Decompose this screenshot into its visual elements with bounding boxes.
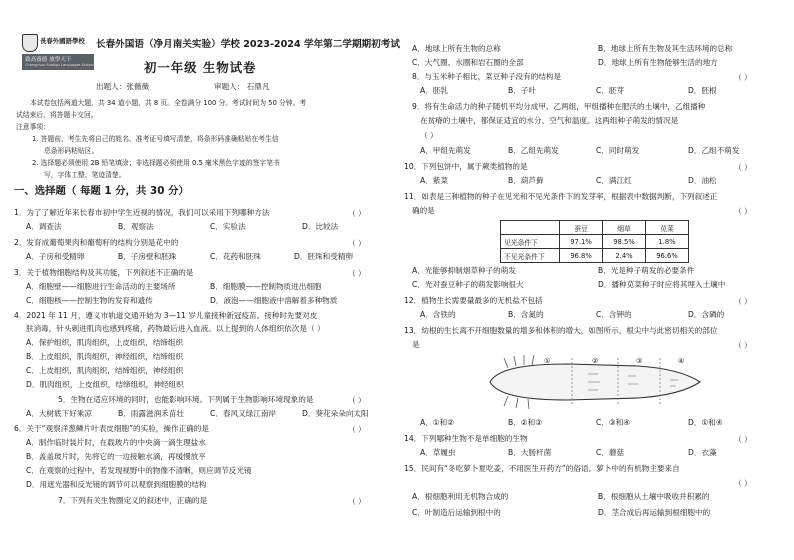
q1-option-c: C．实验法	[210, 222, 246, 231]
q12-option-b: B．含氮的	[508, 310, 544, 319]
q14-option-a: A．草履虫	[420, 448, 456, 457]
q6-option-d: D．用遮光器和反光镜的调节可以观察到细胞膜的结构	[26, 480, 207, 489]
q11-stem-2: 确的是	[412, 206, 435, 215]
q14-option-b: B．大肠杆菌	[508, 448, 552, 457]
note-2b: 写，字体工整、笔迹清楚。	[44, 171, 126, 179]
q3-stem: 3．关于植物细胞结构及其功能，下列叙述不正确的是	[14, 268, 194, 277]
q15-option-d: D．茎合成后再运输到根细胞中的	[598, 508, 711, 517]
school-logo-sub: Changchun Foreign Languages School	[25, 63, 94, 67]
root-zone-label-1: ①	[544, 357, 551, 365]
q14-answer-paren[interactable]: （ ）	[734, 435, 752, 444]
table-cell: 97.1%	[560, 235, 603, 249]
q7-answer-paren[interactable]: （ ）	[348, 497, 366, 506]
paper-title: 初一年级 生物试卷	[144, 60, 257, 75]
q15-answer-paren[interactable]: （ ）	[734, 479, 752, 488]
q15-option-c: C．叶制造后运输到根中的	[412, 508, 501, 517]
table-header-row	[501, 221, 689, 235]
q12-option-d: D．含磷的	[688, 310, 725, 319]
q11-answer-paren[interactable]: （ ）	[734, 207, 752, 216]
crest-icon	[22, 34, 38, 52]
q10-option-c: C．满江红	[596, 176, 632, 185]
q1-answer-paren[interactable]: （ ）	[348, 209, 366, 218]
q5-stem: 5．生物在适应环境的同时，也能影响环境。下列属于生物影响环境现象的是	[58, 395, 314, 404]
q13-option-c: C．③和④	[596, 418, 631, 427]
q1-stem: 1．为了了解近年来长春市初中学生近视的情况，我们可以采用下列哪种方法	[14, 208, 270, 217]
q8-option-b: B．子叶	[508, 86, 536, 95]
note-1a: 1. 答题前，考生先将自己的姓名、准考证号填写清楚，将条形码准确粘贴在考生信	[32, 135, 279, 143]
q9-option-d: D．乙组不萌发	[688, 146, 740, 155]
root-tip-figure	[488, 354, 708, 410]
logo-band	[22, 54, 94, 70]
q6-option-a: A．制作临时装片时，在载玻片的中央滴一滴生理盐水	[26, 438, 206, 447]
q3-option-d: D．液泡——细胞液中溶解着多种物质	[210, 296, 338, 305]
q7-option-c: C．大气圈、水圈和岩石圈的全部	[412, 58, 524, 67]
q2-answer-paren[interactable]: （ ）	[348, 239, 366, 248]
q2-option-a: A．子房和受精卵	[26, 252, 85, 261]
q1-option-a: A．调查法	[26, 222, 62, 231]
q11-option-b: B．光是种子萌发的必要条件	[598, 266, 695, 275]
school-logo-motto: 致高養德 放學天下	[25, 57, 72, 63]
q5-option-a: A．大树底下好乘凉	[26, 409, 92, 418]
q15-option-a: A．根细胞利用无机物合成的	[412, 492, 509, 501]
q12-option-a: A．含铁的	[420, 310, 456, 319]
section-title: 一、选择题（ 每题 1 分，共 30 分）	[14, 185, 189, 197]
q8-stem: 8．与玉米种子相比，菜豆种子没有的结构是	[412, 72, 562, 81]
q9-option-c: C．同时萌发	[596, 146, 640, 155]
q4-option-b: B．上皮组织，肌肉组织，神经组织，结缔组织	[26, 352, 184, 361]
q7-option-d: D．地球上所有生物能够生活的地方	[598, 58, 718, 67]
q9-stem-1: 9．将有生命活力的种子随机平均分成甲、乙两组，甲组播种在肥沃的土壤中，乙组播种	[412, 102, 706, 111]
q4-option-c: C．上皮组织，肌肉组织，结缔组织，神经组织	[26, 366, 184, 375]
q13-answer-paren[interactable]: （ ）	[734, 341, 752, 350]
q13-option-d: D．①和④	[688, 418, 723, 427]
root-zone-label-2: ②	[592, 357, 599, 365]
exam-title: 长春外国语（净月南关实验）学校 2023-2024 学年第二学期期初考试	[96, 39, 400, 50]
table-cell: 96.8%	[560, 249, 603, 263]
q9-option-b: B．乙组先萌发	[508, 146, 559, 155]
q11-option-d: D．播种苋菜种子时应将其埋入土壤中	[598, 280, 726, 289]
q11-stem-1: 11．如表是三种植物的种子在见光和不见光条件下的发芽率，根据表中数据判断，下列叙述正	[404, 192, 718, 201]
q12-stem: 12．植物生长需要量最多的无机盐不包括	[404, 296, 543, 305]
q3-option-c: C．细胞核——控制生物的发育和遗传	[26, 296, 153, 305]
table-cell: 见光条件下	[501, 235, 560, 249]
q4-option-d: D．肌肉组织，上皮组织，结缔组织，神经组织	[26, 380, 184, 389]
table-header-cell: 烟草	[603, 221, 646, 235]
q5-option-b: B．雨露滋润禾苗壮	[118, 409, 184, 418]
q1-option-b: B．观察法	[118, 222, 154, 231]
table-header-cell	[501, 221, 560, 235]
root-zone-label-4: ④	[678, 357, 685, 365]
q7-option-a: A．地球上所有生物的总称	[412, 44, 501, 53]
q3-answer-paren[interactable]: （ ）	[348, 269, 366, 278]
table-cell: 不见光条件下	[501, 249, 560, 263]
q9-option-a: A．甲组先萌发	[420, 146, 471, 155]
intro-line-2: 试结束后，将答题卡交回。	[16, 111, 98, 119]
table-header-cell: 蚕豆	[560, 221, 603, 235]
q14-option-c: C．蘑菇	[596, 448, 625, 457]
table-cell: 1.8%	[646, 235, 689, 249]
notes-label: 注意事项：	[16, 123, 50, 131]
table-row	[501, 235, 689, 249]
q2-stem: 2．发育成葡萄果肉和葡萄籽的结构分别是花中的	[14, 238, 179, 247]
q2-option-c: C．花药和胚珠	[210, 252, 261, 261]
q12-answer-paren[interactable]: （ ）	[734, 297, 752, 306]
q5-option-c: C．春风又绿江南岸	[210, 409, 277, 418]
q13-option-b: B．②和③	[508, 418, 543, 427]
q13-option-a: A．①和②	[420, 418, 454, 427]
q8-option-d: D．胚根	[688, 86, 717, 95]
q6-option-b: B．盖盖玻片时，先将它的一边接触水滴，再缓慢放平	[26, 452, 206, 461]
q7-stem: 7．下列有关生物圈定义的叙述中，正确的是	[58, 496, 208, 505]
q6-option-c: C．在观察的过程中，若发现视野中的物像不清晰，则应调节反光镜	[26, 466, 252, 475]
q11-option-c: C．光对蚕豆种子的萌发影响很大	[412, 280, 524, 289]
q14-stem: 14．下列哪种生物不是单细胞的生物	[404, 434, 528, 443]
q15-stem: 15．民间有“冬吃萝卜夏吃姜，不用医生开药方”的俗语。萝卜中的有机物主要来自	[404, 464, 680, 473]
q4-stem-1: 4．2021 年 11 月，遵义市轨道交通开始为 3—11 岁儿童接种新冠疫苗。接种时先要对皮	[14, 311, 318, 320]
q13-stem-1: 13．幼根的生长离不开细胞数量的增多和体积的增大，如图所示，根尖中与此密切相关的部位	[404, 326, 718, 335]
note-2a: 2. 选择题必须使用 2B 铅笔填涂；非选择题必须使用 0.5 毫米黑色字迹的签字笔书	[32, 159, 280, 167]
table-cell: 2.4%	[603, 249, 646, 263]
q3-option-a: A．细胞壁——细胞进行生命活动的主要场所	[26, 282, 176, 291]
q8-option-a: A．胚乳	[420, 86, 448, 95]
reviewer: 审题人： 石鼎凡	[214, 82, 270, 91]
table-row	[501, 249, 689, 263]
school-logo	[22, 34, 94, 74]
note-1b: 息条形码粘贴区。	[44, 147, 99, 155]
q10-answer-paren[interactable]: （ ）	[734, 163, 752, 172]
q13-stem-2: 是	[412, 340, 420, 349]
q2-option-b: B．子房壁和胚珠	[118, 252, 177, 261]
intro-line-1: 本试卷包括两道大题，共 34 道小题，共 8 页。全卷满分 100 分。考试时间为 50 分钟。考	[30, 99, 307, 107]
q7-option-b: B．地球上所有生物及其生活环境的总称	[598, 44, 733, 53]
q11-option-a: A．光能够抑制烟草种子的萌发	[412, 266, 516, 275]
q8-option-c: C．胚芽	[596, 86, 625, 95]
q14-option-d: D．衣藻	[688, 448, 717, 457]
school-logo-name: 長春外國語學校	[40, 37, 85, 45]
q10-stem: 10．下列包饼中，属于蕨类植物的是	[404, 162, 528, 171]
q8-answer-paren[interactable]: （ ）	[734, 73, 752, 82]
germination-table	[500, 220, 689, 263]
root-zone-label-3: ③	[636, 357, 643, 365]
q6-answer-paren[interactable]: （ ）	[348, 425, 366, 434]
q9-answer-paren[interactable]: （ ）	[420, 131, 438, 140]
q5-option-d: D．葵花朵朵向太阳	[302, 409, 369, 418]
q12-option-c: C．含钾的	[596, 310, 632, 319]
table-cell: 96.6%	[646, 249, 689, 263]
author: 出题人：张薇薇	[96, 82, 150, 91]
q5-answer-paren[interactable]: （ ）	[348, 396, 366, 405]
q15-option-b: B．根细胞从土壤中吸收并积累的	[598, 492, 710, 501]
q2-option-d: D．胚珠和受精卵	[294, 252, 354, 261]
table-cell: 98.5%	[603, 235, 646, 249]
q10-option-a: A．紫菜	[420, 176, 448, 185]
q3-option-b: B．细胞膜——控制物质进出细胞	[210, 282, 322, 291]
table-header-cell: 苋菜	[646, 221, 689, 235]
q1-option-d: D．比较法	[302, 222, 339, 231]
q10-option-d: D．油松	[688, 176, 717, 185]
q9-stem-2: 在贫瘠的土壤中，都保证适宜的水分、空气和温度。这两组种子萌发的情况是	[420, 116, 679, 125]
q10-option-b: B．葫芦藓	[508, 176, 544, 185]
q4-option-a: A．保护组织，肌肉组织，上皮组织，结缔组织	[26, 338, 184, 347]
q6-stem: 6．关于“观察洋葱鳞片叶表皮细胞”的实验，操作正确的是	[14, 424, 209, 433]
q4-stem-2: 肤消毒，针头刺进肌肉也感到疼痛，药物最后进入血液。以上提到的人体组织依次是（ ）	[26, 324, 325, 333]
